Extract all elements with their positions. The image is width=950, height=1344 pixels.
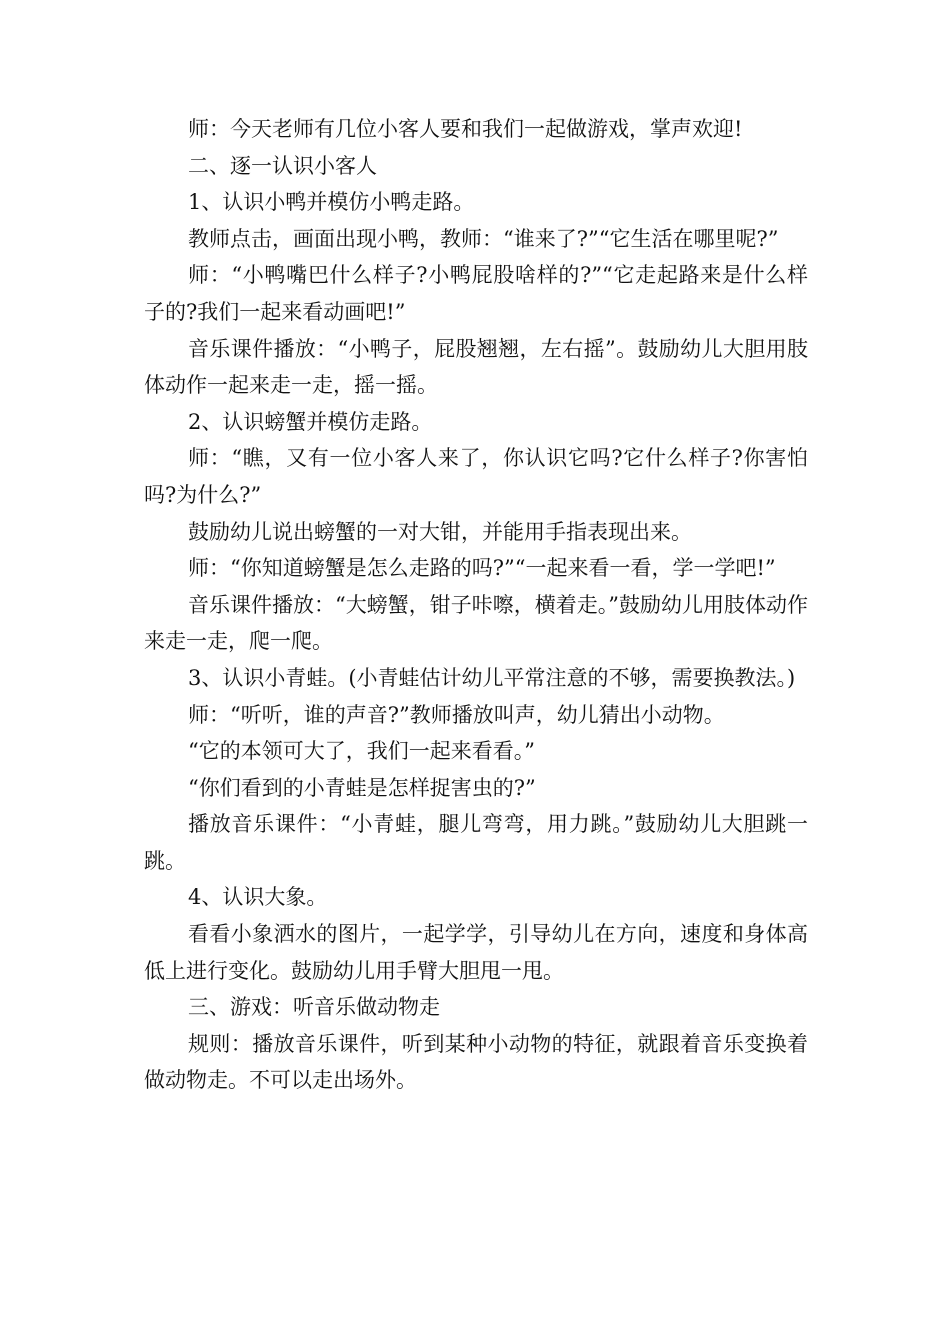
paragraph-1: 师：今天老师有几位小客人要和我们一起做游戏，掌声欢迎! [188, 117, 743, 141]
section-heading-2: 二、逐一认识小客人 [188, 153, 377, 178]
paragraph-14: “它的本领可大了，我们一起来看看。” [188, 739, 535, 764]
step-heading-3: 3、认识小青蛙。(小青蛙估计幼儿平常注意的不够，需要换教法。) [188, 665, 796, 690]
paragraph-10: 师：“你知道螃蟹是怎么走路的吗?”“一起来看一看，学一学吧!” [188, 556, 776, 581]
paragraph-16: 播放音乐课件：“小青蛙，腿儿弯弯，用力跳。”鼓励幼儿大胆跳一跳。 [144, 812, 808, 873]
paragraph-15: “你们看到的小青蛙是怎样捉害虫的?” [188, 775, 536, 800]
step-heading-1: 1、认识小鸭并模仿小鸭走路。 [188, 190, 475, 215]
paragraph-8: 师：“瞧，又有一位小客人来了，你认识它吗?它什么样子?你害怕吗?为什么?” [144, 446, 808, 507]
paragraph-4: 教师点击，画面出现小鸭，教师：“谁来了?”“它生活在哪里呢?” [188, 226, 779, 251]
paragraph-5: 师：“小鸭嘴巴什么样子?小鸭屁股啥样的?”“它走起路来是什么样子的?我们一起来看动画吧!” [144, 263, 808, 324]
paragraph-20: 规则：播放音乐课件，听到某种小动物的特征，就跟着音乐变换着做动物走。不可以走出场外。 [144, 1031, 808, 1093]
paragraph-18: 看看小象洒水的图片，一起学学，引导幼儿在方向，速度和身体高低上进行变化。鼓励幼儿用手臂大胆甩一甩。 [144, 922, 808, 983]
paragraph-9: 鼓励幼儿说出螃蟹的一对大钳，并能用手指表现出来。 [188, 519, 692, 544]
paragraph-6: 音乐课件播放：“小鸭子，屁股翘翘，左右摇”。鼓励幼儿大胆用肢体动作一起来走一走，摇一摇。 [144, 336, 808, 398]
section-heading-3: 三、游戏：听音乐做动物走 [188, 995, 440, 1020]
step-heading-4: 4、认识大象。 [188, 885, 328, 910]
step-heading-2: 2、认识螃蟹并模仿走路。 [188, 409, 433, 434]
document-page [144, 111, 808, 1099]
paragraph-13: 师：“听听，谁的声音?”教师播放叫声，幼儿猜出小动物。 [188, 702, 725, 727]
paragraph-11: 音乐课件播放：“大螃蟹，钳子咔嚓，横着走。”鼓励幼儿用肢体动作来走一走，爬一爬。 [144, 592, 808, 654]
